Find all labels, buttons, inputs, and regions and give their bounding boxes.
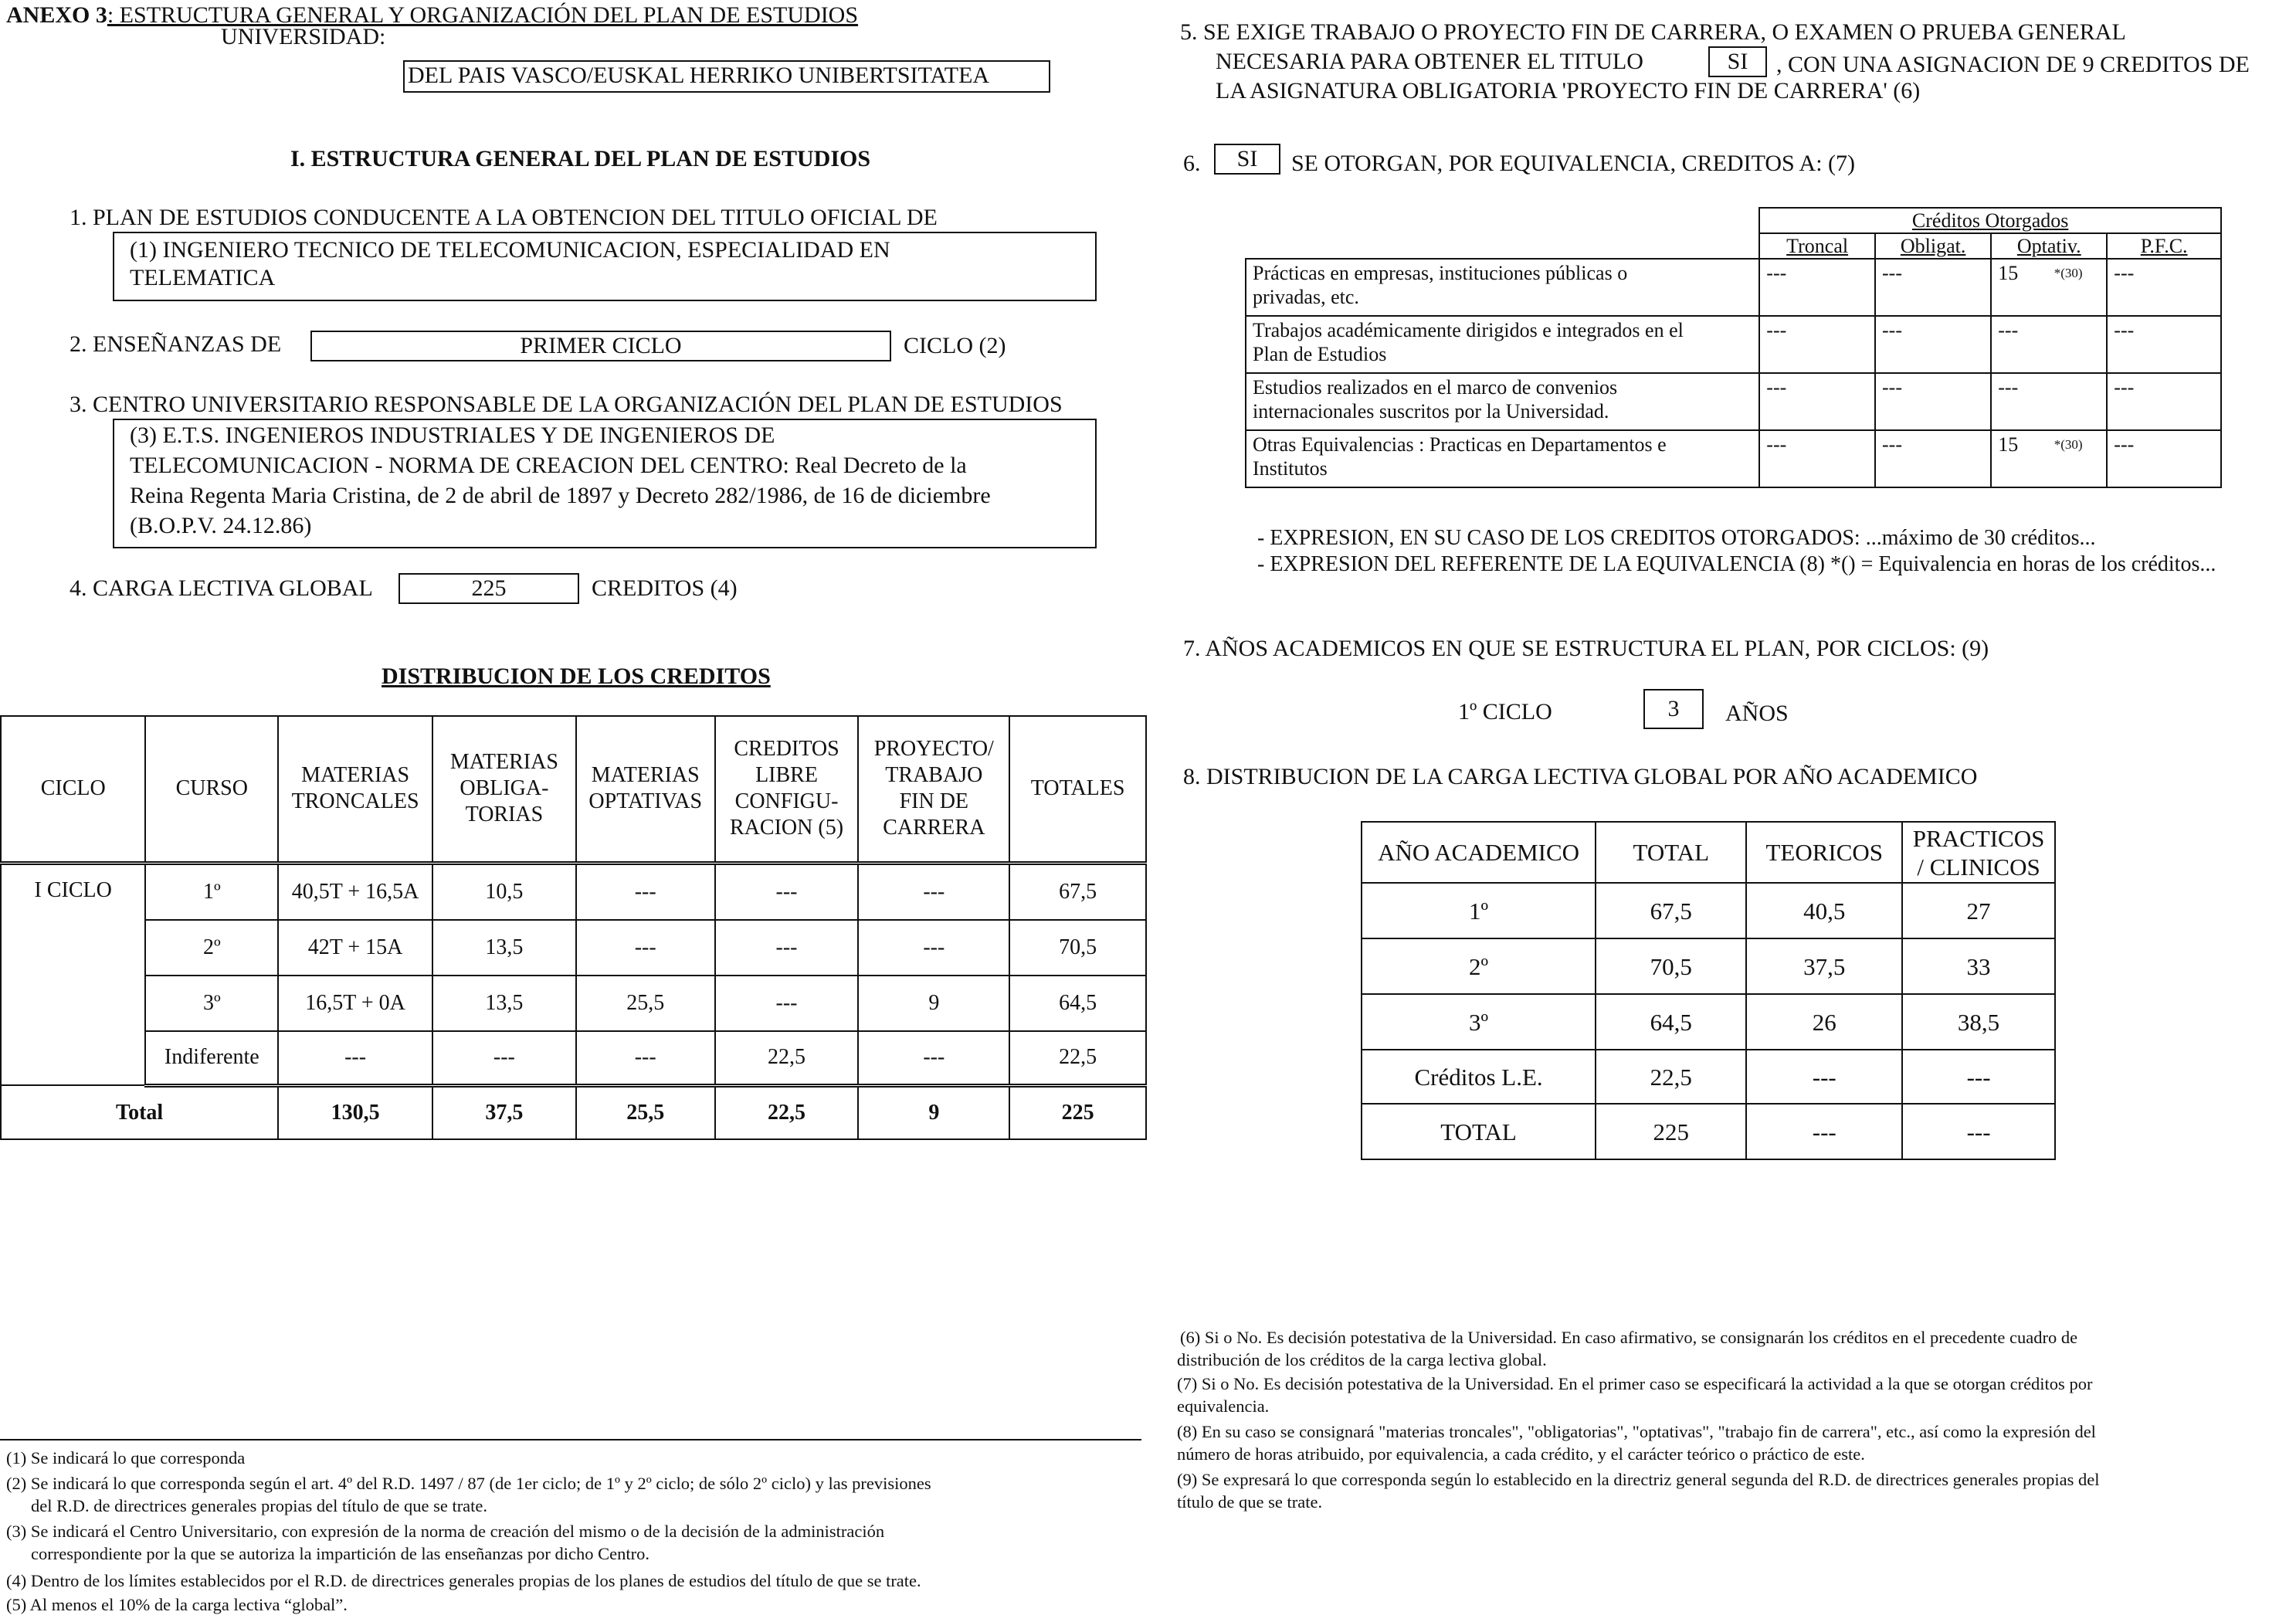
table-row: [1362, 994, 2055, 1050]
table-row: [1362, 1050, 2055, 1104]
section-title: I. ESTRUCTURA GENERAL DEL PLAN DE ESTUDIOS: [290, 146, 871, 171]
item5-line-2a: NECESARIA PARA OBTENER EL TITULO: [1216, 49, 1643, 74]
year-cell: 1º: [1362, 883, 1596, 938]
footnote-7-cont: equivalencia.: [1177, 1396, 1270, 1416]
footnote-3-cont: correspondiente por la que se autoriza la impartición de las enseñanzas por dicho Centro.: [31, 1544, 649, 1563]
dist-cell: 3º: [145, 976, 278, 1031]
dist-total-label: Total: [1, 1085, 278, 1139]
table-row: [1, 920, 1146, 976]
distribucion-title: DISTRIBUCION DE LOS CREDITOS: [382, 663, 771, 689]
ensenanzas-value: PRIMER CICLO: [520, 333, 682, 358]
table-row: [1, 1031, 1146, 1085]
dist-cell: 16,5T + 0A: [278, 976, 432, 1031]
annex-title: : ESTRUCTURA GENERAL Y ORGANIZACIÓN DEL PLAN DE ESTUDIOS: [107, 2, 859, 28]
eq-cell: ---: [2107, 373, 2221, 430]
footnote-7: (7) Si o No. Es decisión potestativa de la Universidad. En el primer caso se especificará la actividad a la que se otorgan créditos por: [1177, 1374, 2093, 1393]
item2-label: 2. ENSEÑANZAS DE: [70, 331, 282, 357]
eq-col-header-row: [1246, 233, 2221, 259]
eq-cell: ---: [1875, 316, 1991, 373]
year-cell: 64,5: [1596, 994, 1746, 1050]
item5-line-3: LA ASIGNATURA OBLIGATORIA 'PROYECTO FIN DE CARRERA' (6): [1216, 78, 1921, 103]
dist-cell: ---: [715, 976, 859, 1031]
dist-cell: ---: [278, 1031, 432, 1085]
item2-suffix: CICLO (2): [904, 333, 1006, 358]
equivalencia-box-value: SI: [1236, 146, 1258, 171]
titulo-field: [113, 232, 1097, 301]
eq-row-label: Otras Equivalencias : Practicas en Departamentos e Institutos: [1246, 430, 1759, 487]
dist-cell: Indiferente: [145, 1031, 278, 1085]
eq-cell: ---: [1759, 259, 1875, 316]
footnote-9-cont: título de que se trate.: [1177, 1492, 1323, 1512]
centro-line-2: TELECOMUNICACION - NORMA DE CREACION DEL CENTRO: Real Decreto de la: [130, 453, 967, 478]
footnote-3: (3) Se indicará el Centro Universitario, con expresión de la norma de creación del mismo o de la decisión de la administración: [6, 1522, 885, 1541]
footnote-8-cont: número de horas atribuido, por equivalencia, a cada crédito, y el carácter teórico o práctico de este.: [1177, 1444, 1865, 1464]
table-row: [1362, 1104, 2055, 1159]
eq-cell: ---: [1991, 316, 2107, 373]
eq-cell: 15 $^{*(30)}$: [1991, 259, 2107, 316]
dist-cell: 22,5: [1009, 1031, 1146, 1085]
expresion-creditos: - EXPRESION, EN SU CASO DE LOS CREDITOS OTORGADOS: ...máximo de 30 créditos...: [1257, 526, 2096, 550]
annual-load-table: [1361, 821, 2056, 1160]
footnote-6: (6) Si o No. Es decisión potestativa de la Universidad. En caso afirmativo, se consignarán los créditos en el precedente cuadro de: [1180, 1328, 2078, 1347]
dist-ciclo-cell: I CICLO: [1, 863, 145, 1085]
eq-cell: ---: [1759, 316, 1875, 373]
dist-header-totales: TOTALES: [1009, 716, 1146, 863]
year-header: AÑO ACADEMICO: [1362, 822, 1596, 883]
footnote-2-cont: del R.D. de directrices generales propias del título de que se trate.: [31, 1496, 488, 1515]
distribution-table: [0, 715, 1147, 1140]
equivalence-table: [1245, 207, 2222, 488]
eq-col-header: Troncal: [1759, 233, 1875, 259]
table-row: [1362, 883, 2055, 938]
table-row: [1362, 938, 2055, 994]
eq-row-label: Trabajos académicamente dirigidos e integrados en el Plan de Estudios: [1246, 316, 1759, 373]
year-cell: 33: [1902, 938, 2055, 994]
eq-row-label: Prácticas en empresas, instituciones públicas o privadas, etc.: [1246, 259, 1759, 316]
dist-header-row: [1, 716, 1146, 863]
proyecto-box: [1708, 46, 1767, 77]
universidad-label: UNIVERSIDAD:: [221, 24, 386, 49]
table-row: [1246, 259, 2221, 316]
dist-total-row: [1, 1085, 1146, 1139]
year-cell: 22,5: [1596, 1050, 1746, 1104]
eq-cell: ---: [1759, 430, 1875, 487]
dist-cell: ---: [576, 1031, 715, 1085]
dist-cell: 64,5: [1009, 976, 1146, 1031]
dist-total-cell: 9: [858, 1085, 1009, 1139]
table-row: [1, 863, 1146, 920]
centro-line-4: (B.O.P.V. 24.12.86): [130, 513, 312, 538]
year-cell: 40,5: [1746, 883, 1902, 938]
dist-cell: 9: [858, 976, 1009, 1031]
ensenanzas-field: [310, 331, 891, 361]
footnote-2: (2) Se indicará lo que corresponda según el art. 4º del R.D. 1497 / 87 (de 1er ciclo; de 1º y 2º ciclo; de sólo 2º ciclo) y las previsiones: [6, 1474, 931, 1493]
carga-field: [398, 573, 579, 604]
year-cell: 38,5: [1902, 994, 2055, 1050]
eq-col-header: Optativ.: [1991, 233, 2107, 259]
item6-number: 6.: [1183, 151, 1201, 176]
centro-line-1: (3) E.T.S. INGENIEROS INDUSTRIALES Y DE INGENIEROS DE: [130, 422, 775, 448]
year-cell: ---: [1746, 1050, 1902, 1104]
year-cell: 26: [1746, 994, 1902, 1050]
item1-label: 1. PLAN DE ESTUDIOS CONDUCENTE A LA OBTENCION DEL TITULO OFICIAL DE: [70, 205, 938, 230]
dist-total-cell: 130,5: [278, 1085, 432, 1139]
year-cell: 225: [1596, 1104, 1746, 1159]
item8-label: 8. DISTRIBUCION DE LA CARGA LECTIVA GLOBAL POR AÑO ACADEMICO: [1183, 764, 1978, 789]
table-row: [1246, 373, 2221, 430]
dist-cell: ---: [858, 920, 1009, 976]
table-row: [1, 976, 1146, 1031]
dist-cell: 42T + 15A: [278, 920, 432, 976]
footnote-1: (1) Se indicará lo que corresponda: [6, 1448, 246, 1468]
dist-cell: ---: [858, 863, 1009, 920]
year-header: TOTAL: [1596, 822, 1746, 883]
eq-row-label: Estudios realizados en el marco de convenios internacionales suscritos por la Universidad.: [1246, 373, 1759, 430]
eq-cell: ---: [1759, 373, 1875, 430]
dist-cell: ---: [576, 863, 715, 920]
dist-cell: 22,5: [715, 1031, 859, 1085]
dist-header-proyecto: PROYECTO/ TRABAJO FIN DE CARRERA: [858, 716, 1009, 863]
eq-cell: 15 $^{*(30)}$: [1991, 430, 2107, 487]
dist-cell: ---: [715, 920, 859, 976]
dist-cell: ---: [715, 863, 859, 920]
footnote-divider: [0, 1439, 1141, 1440]
dist-total-cell: 225: [1009, 1085, 1146, 1139]
year-header: TEORICOS: [1746, 822, 1902, 883]
carga-value: 225: [471, 575, 507, 601]
year-cell: 2º: [1362, 938, 1596, 994]
dist-header-libre: CREDITOS LIBRE CONFIGU- RACION (5): [715, 716, 859, 863]
item7-ciclo: 1º CICLO: [1458, 699, 1552, 724]
item5-line-1: 5. SE EXIGE TRABAJO O PROYECTO FIN DE CARRERA, O EXAMEN O PRUEBA GENERAL: [1180, 19, 2126, 45]
dist-cell: 70,5: [1009, 920, 1146, 976]
dist-total-cell: 25,5: [576, 1085, 715, 1139]
universidad-field: [403, 60, 1050, 93]
year-cell: 37,5: [1746, 938, 1902, 994]
year-cell: 67,5: [1596, 883, 1746, 938]
footnote-9: (9) Se expresará lo que corresponda según lo establecido en la directriz general segunda del R.D. de directrices generales propias del: [1177, 1470, 2100, 1489]
dist-total-cell: 22,5: [715, 1085, 859, 1139]
annex-label: ANEXO 3: [6, 2, 107, 28]
year-cell: ---: [1902, 1104, 2055, 1159]
dist-cell: 40,5T + 16,5A: [278, 863, 432, 920]
eq-col-header: Obligat.: [1875, 233, 1991, 259]
dist-cell: 13,5: [432, 976, 576, 1031]
year-cell: 3º: [1362, 994, 1596, 1050]
item7-label: 7. AÑOS ACADEMICOS EN QUE SE ESTRUCTURA EL PLAN, POR CICLOS: (9): [1183, 636, 1989, 661]
item5-line-2b: , CON UNA ASIGNACION DE 9 CREDITOS DE: [1776, 52, 2250, 77]
anos-value: 3: [1667, 696, 1680, 721]
item3-label: 3. CENTRO UNIVERSITARIO RESPONSABLE DE LA ORGANIZACIÓN DEL PLAN DE ESTUDIOS: [70, 392, 1063, 417]
centro-field: [113, 419, 1097, 548]
footnote-4: (4) Dentro de los límites establecidos por el R.D. de directrices generales propias de los planes de estudios del título de que se trate.: [6, 1571, 921, 1590]
expresion-referente: - EXPRESION DEL REFERENTE DE LA EQUIVALENCIA (8) *() = Equivalencia en horas de los créditos...: [1257, 552, 2216, 576]
eq-cell: ---: [1875, 259, 1991, 316]
dist-header-ciclo: CICLO: [1, 716, 145, 863]
eq-cell: ---: [1991, 373, 2107, 430]
year-cell: Créditos L.E.: [1362, 1050, 1596, 1104]
dist-header-troncales: MATERIAS TRONCALES: [278, 716, 432, 863]
eq-col-header: P.F.C.: [2107, 233, 2221, 259]
eq-cell: ---: [2107, 259, 2221, 316]
year-header: PRACTICOS / CLINICOS: [1902, 822, 2055, 883]
universidad-value: DEL PAIS VASCO/EUSKAL HERRIKO UNIBERTSITATEA: [408, 63, 990, 88]
dist-header-obligatorias: MATERIAS OBLIGA- TORIAS: [432, 716, 576, 863]
footnote-6-cont: distribución de los créditos de la carga lectiva global.: [1177, 1350, 1547, 1369]
eq-cell: ---: [2107, 430, 2221, 487]
year-cell: ---: [1902, 1050, 2055, 1104]
eq-group-header: Créditos Otorgados: [1759, 208, 2221, 233]
item6-text: SE OTORGAN, POR EQUIVALENCIA, CREDITOS A: (7): [1291, 151, 1856, 176]
eq-cell: ---: [1875, 373, 1991, 430]
equivalencia-box: [1214, 144, 1280, 175]
eq-group-header-row: [1246, 208, 2221, 233]
proyecto-box-value: SI: [1727, 49, 1748, 74]
dist-cell: 10,5: [432, 863, 576, 920]
dist-header-optativas: MATERIAS OPTATIVAS: [576, 716, 715, 863]
footnote-8: (8) En su caso se consignará "materias troncales", "obligatorias", "optativas", "trabajo fin de carrera", etc., así como la expresión del: [1177, 1422, 2096, 1441]
dist-cell: ---: [858, 1031, 1009, 1085]
centro-line-3: Reina Regenta Maria Cristina, de 2 de abril de 1897 y Decreto 282/1986, de 16 de diciembre: [130, 483, 991, 508]
dist-header-curso: CURSO: [145, 716, 278, 863]
dist-cell: 67,5: [1009, 863, 1146, 920]
dist-cell: ---: [432, 1031, 576, 1085]
titulo-line-2: TELEMATICA: [130, 265, 276, 290]
year-cell: 27: [1902, 883, 2055, 938]
dist-cell: 13,5: [432, 920, 576, 976]
dist-cell: 1º: [145, 863, 278, 920]
dist-cell: 2º: [145, 920, 278, 976]
year-cell: TOTAL: [1362, 1104, 1596, 1159]
table-row: [1246, 430, 2221, 487]
footnote-5: (5) Al menos el 10% de la carga lectiva “global”.: [6, 1595, 348, 1614]
year-header-row: [1362, 822, 2055, 883]
year-cell: ---: [1746, 1104, 1902, 1159]
eq-cell: ---: [2107, 316, 2221, 373]
annex-heading: [6, 2, 858, 29]
item4-label: 4. CARGA LECTIVA GLOBAL: [70, 575, 373, 601]
eq-cell: ---: [1875, 430, 1991, 487]
item4-suffix: CREDITOS (4): [592, 575, 738, 601]
item7-suffix: AÑOS: [1725, 701, 1789, 726]
dist-cell: 25,5: [576, 976, 715, 1031]
dist-total-cell: 37,5: [432, 1085, 576, 1139]
anos-box: [1643, 689, 1704, 729]
dist-cell: ---: [576, 920, 715, 976]
titulo-line-1: (1) INGENIERO TECNICO DE TELECOMUNICACION, ESPECIALIDAD EN: [130, 237, 890, 263]
year-cell: 70,5: [1596, 938, 1746, 994]
table-row: [1246, 316, 2221, 373]
